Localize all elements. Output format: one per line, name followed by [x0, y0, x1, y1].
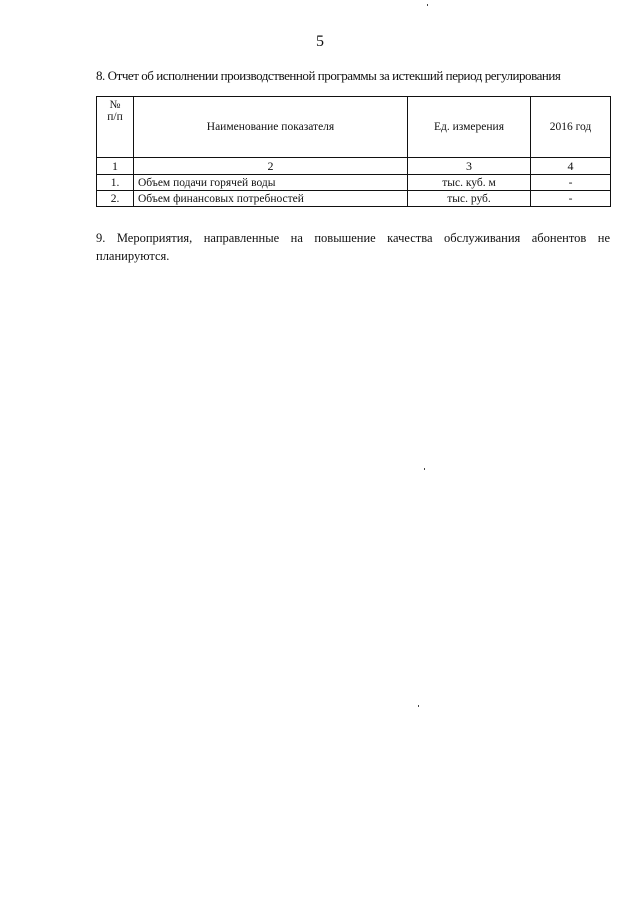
row-unit: тыс. руб.: [408, 191, 531, 207]
scan-speck: [427, 4, 428, 6]
row-value: -: [531, 191, 611, 207]
column-index: 1: [97, 158, 134, 175]
scan-speck: [424, 468, 425, 470]
table-header-row: [97, 97, 611, 158]
header-number-label: п/п: [107, 111, 123, 123]
column-index: 4: [531, 158, 611, 175]
row-number: 2.: [97, 191, 134, 207]
section-9-paragraph: [96, 229, 610, 265]
section-9-line-2: планируются.: [96, 249, 170, 263]
section-9-line-1: 9. Мероприятия, направленные на повышение качества обслуживания абонентов не: [96, 231, 610, 245]
header-number: [97, 97, 134, 158]
column-index: 3: [408, 158, 531, 175]
header-unit: Ед. измерения: [408, 97, 531, 158]
scan-speck: [418, 705, 419, 707]
page-number: 5: [316, 33, 324, 50]
header-indicator-name: Наименование показателя: [134, 97, 408, 158]
row-indicator-name: Объем подачи горячей воды: [134, 175, 408, 191]
row-indicator-name: Объем финансовых потребностей: [134, 191, 408, 207]
table-row: [97, 175, 611, 191]
row-number: 1.: [97, 175, 134, 191]
column-index: 2: [134, 158, 408, 175]
row-value: -: [531, 175, 611, 191]
column-index-row: [97, 158, 611, 175]
production-program-report-table: [96, 96, 611, 207]
row-unit: тыс. куб. м: [408, 175, 531, 191]
section-8-heading: 8. Отчет об исполнении производственной программы за истекший период регулирования: [96, 68, 561, 83]
header-year: 2016 год: [531, 97, 611, 158]
table-row: [97, 191, 611, 207]
header-number-symbol: №: [109, 99, 121, 111]
